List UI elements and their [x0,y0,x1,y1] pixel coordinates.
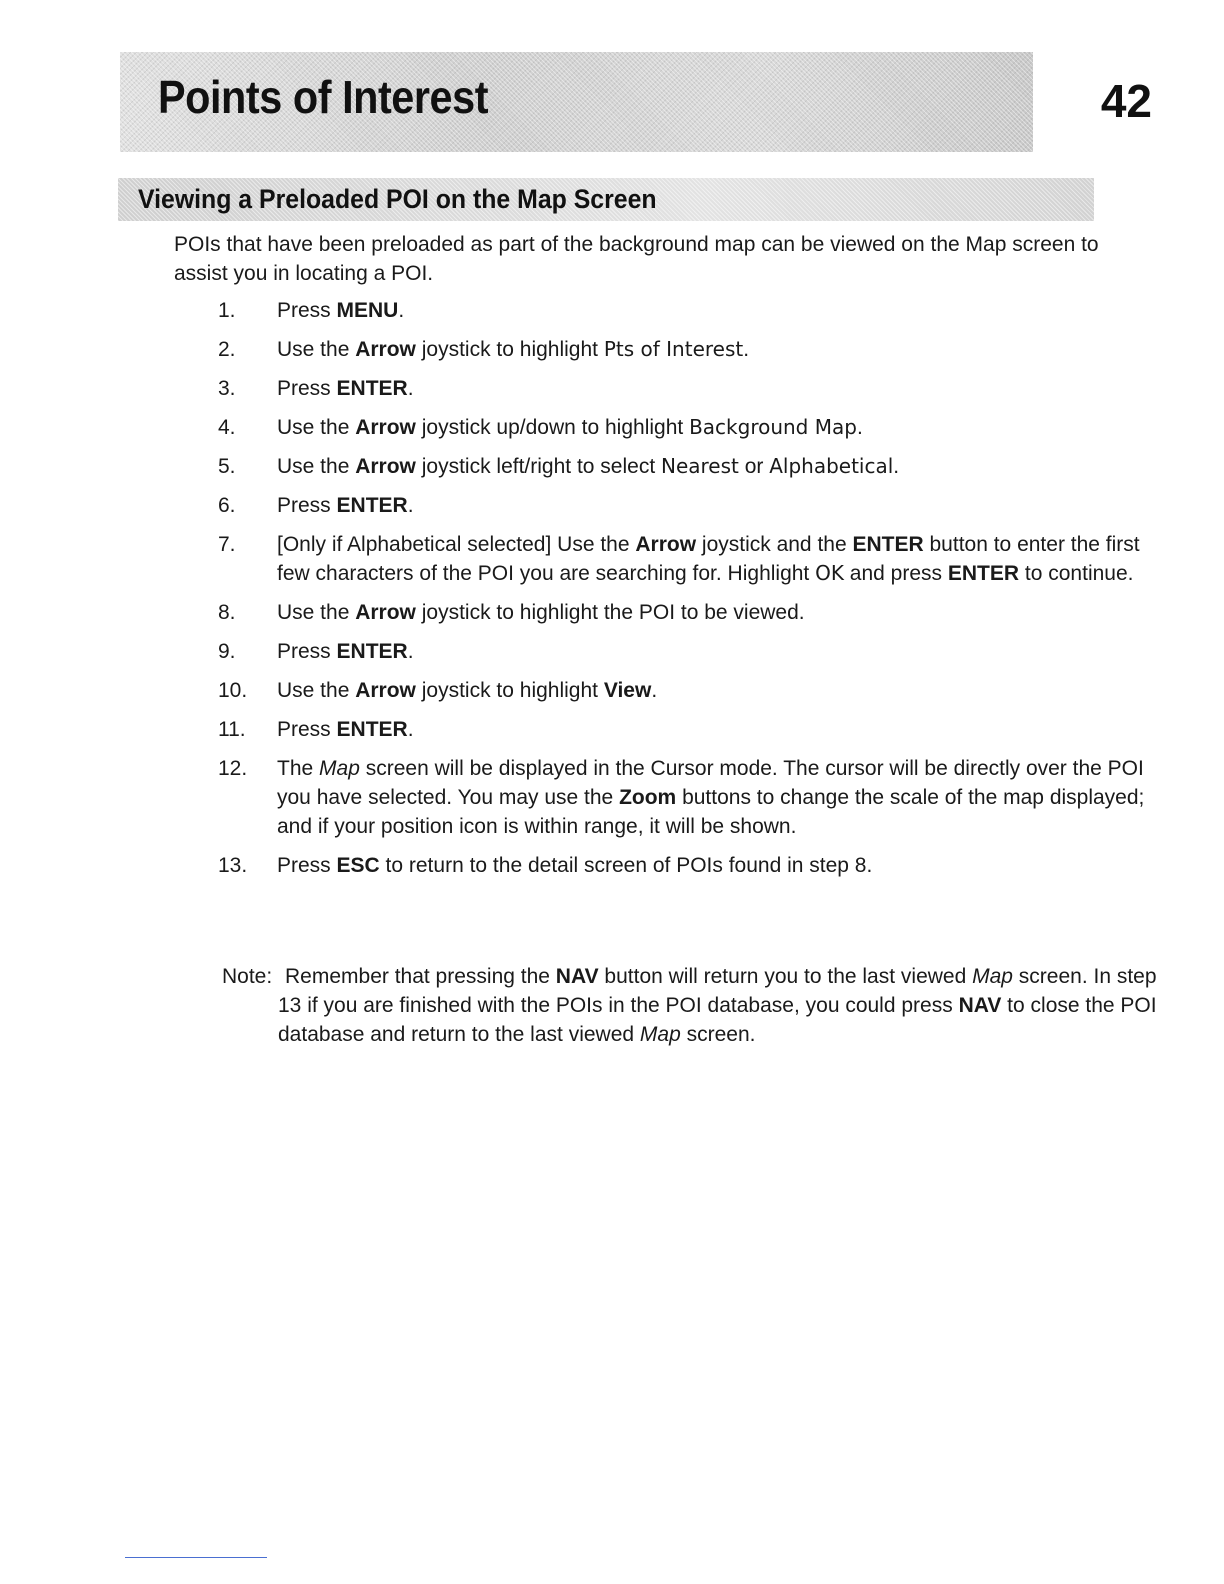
footnote-rule [125,1557,267,1558]
list-item [0,637,1157,666]
note-block [222,962,1162,1049]
button-name: ENTER [947,562,1020,585]
step-number: 13. [218,854,248,877]
screen-name: Map [319,757,360,780]
display-option: View [603,679,652,702]
step-text: . [407,718,414,741]
step-text: . [893,455,900,478]
list-item [0,374,1157,403]
list-item [0,452,1157,481]
note-text-part: to close the POI database and return to the last viewed [278,994,1157,1046]
step-text: Use the [277,679,356,702]
button-name: Arrow [355,416,416,439]
button-name: ENTER [852,533,924,556]
button-name: Zoom [619,786,677,809]
step-text: Use the [277,416,356,439]
list-item [0,598,1157,627]
list-item [0,335,1157,364]
step-number: 8. [218,601,236,624]
page-title: Points of Interest [158,71,489,123]
display-option: Nearest [661,454,739,478]
button-name: NAV [958,994,1002,1017]
step-text: Use the [277,455,356,478]
step-number: 10. [218,679,248,702]
step-number: 4. [218,416,236,439]
button-name: ENTER [336,640,408,663]
step-text: joystick left/right to select [415,455,661,478]
step-text: Press [277,377,337,400]
step-text: and press [843,562,948,585]
step-text: to return to the detail screen of POIs found in step 8. [379,854,873,877]
step-text: . [651,679,658,702]
note-text-part: Remember that pressing the [285,965,556,988]
step-number: 3. [218,377,236,400]
step-text: Press [277,299,337,322]
display-option: OK [815,561,844,585]
page-number: 42 [1100,75,1152,127]
step-text: . [407,640,414,663]
step-text: . [407,377,414,400]
step-text: . [407,494,414,517]
step-text: to continue. [1019,562,1134,585]
list-item [0,491,1157,520]
note-text-part: screen. [680,1023,756,1046]
step-text: Use the [277,338,356,361]
step-text: . [856,416,863,439]
step-text: buttons to change the scale of the map displayed; and if your position icon is within range, it will be shown. [277,786,1145,838]
step-text: joystick up/down to highlight [415,416,690,439]
step-number: 12. [218,757,248,780]
list-item [0,413,1157,442]
button-name: ESC [336,854,380,877]
step-text: or [738,455,770,478]
button-name: Arrow [355,679,416,702]
screen-name: Map [972,965,1013,988]
step-text: Press [277,494,337,517]
step-number: 11. [218,718,246,741]
step-number: 7. [218,533,236,556]
button-name: MENU [336,299,399,322]
button-name: Arrow [355,338,416,361]
step-text: . [743,338,750,361]
step-text: joystick and the [696,533,853,556]
step-text: Press [277,640,337,663]
step-number: 6. [218,494,236,517]
step-text: Press [277,718,337,741]
intro-paragraph: POIs that have been preloaded as part of the background map can be viewed on the Map screen to assist you in locating a POI. [174,233,1099,285]
note-label: Note: [222,965,273,988]
list-item [0,676,1157,705]
button-name: ENTER [336,718,408,741]
step-text: Use the [277,601,356,624]
note-text-part: button will return you to the last viewed [598,965,973,988]
list-item [0,851,1157,880]
button-name: Arrow [355,455,416,478]
display-option: Background Map [689,415,857,439]
step-text: [Only if Alphabetical selected] Use the [277,533,636,556]
button-name: Arrow [355,601,416,624]
step-number: 5. [218,455,236,478]
step-text: Press [277,854,337,877]
button-name: ENTER [336,494,408,517]
step-text: button to enter the first few characters of the POI you are searching for. Highlight [277,533,1140,585]
note-text-part: screen. In step 13 if you are finished with the POIs in the POI database, you could press [278,965,1157,1017]
section-title: Viewing a Preloaded POI on the Map Screen [138,184,657,214]
step-text: screen will be displayed in the Cursor mode. The cursor will be directly over the POI you have selected. You may use the [277,757,1144,809]
list-item [0,296,1157,325]
step-number: 2. [218,338,236,361]
step-number: 1. [218,299,236,322]
step-text: The [277,757,320,780]
list-item [0,715,1157,744]
list-item [0,754,1157,841]
note-text [222,962,1162,1049]
button-name: ENTER [336,377,408,400]
display-option: Pts of Interest [603,337,744,361]
button-name: NAV [555,965,599,988]
step-text: joystick to highlight the POI to be viewed. [415,601,805,624]
list-item [0,530,1157,588]
button-name: Arrow [635,533,697,556]
display-option: Alphabetical [769,454,894,478]
steps-list [0,296,1224,890]
step-text: joystick to highlight [415,338,604,361]
step-text: joystick to highlight [415,679,604,702]
step-number: 9. [218,640,236,663]
step-text: . [398,299,405,322]
screen-name: Map [639,1023,681,1046]
